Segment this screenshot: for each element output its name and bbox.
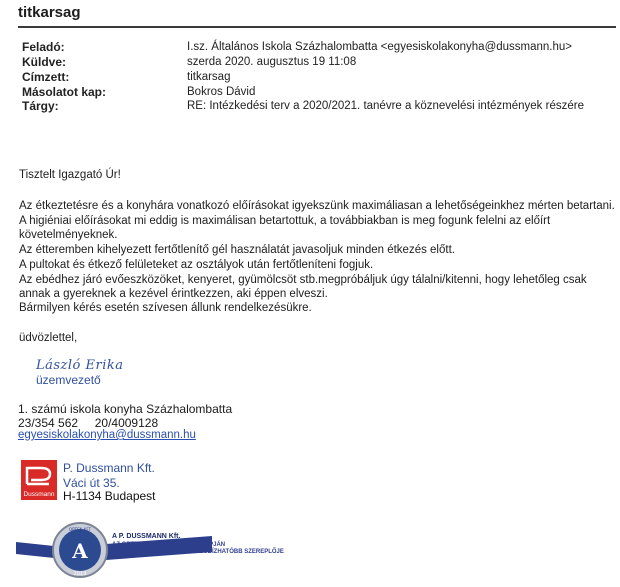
badge-top: OPTEN KFT — [68, 527, 92, 532]
signature-org: 1. számú iskola konyha Százhalombatta — [18, 402, 233, 416]
to-value: titkarsag — [187, 71, 231, 83]
company-street: Váci út 35. — [63, 476, 120, 490]
header-divider — [18, 26, 616, 28]
cert-line-1: A P. DUSSMANN Kft. — [112, 533, 181, 540]
sent-label: Küldve: — [22, 55, 67, 69]
to-label: Címzett: — [22, 70, 70, 84]
company-name: P. Dussmann Kft. — [63, 461, 155, 475]
signature-name: László Erika — [36, 358, 124, 373]
badge-letter: A — [72, 539, 88, 563]
mailbox-title: titkarsag — [18, 4, 81, 21]
subject-value: RE: Intézkedési terv a 2020/2021. tanévre a köznevelési intézmények részére — [187, 100, 584, 112]
signature-role: üzemvezető — [36, 373, 101, 387]
sent-value: szerda 2020. augusztus 19 11:08 — [187, 56, 357, 68]
body-line: Az étteremben kihelyezett fertőtlenítő gél használatát javasoljuk minden étkezés előtt. — [19, 244, 455, 256]
signature-email-link[interactable]: egyesiskolakonyha@dussmann.hu — [18, 429, 196, 441]
from-label: Feladó: — [22, 40, 65, 54]
body-line: annak a gyereknek a kezével érintkezzen, aki éppen elveszi. — [19, 288, 328, 300]
body-line: Az ebédhez járó evőeszközöket, kenyeret, gyümölcsöt stb.megpróbáljuk úgy tálalni/kitenni, hogy lehetőleg csak — [19, 274, 587, 286]
badge-year: 2019 — [73, 571, 87, 577]
cert-line-2: AZ OPTEN KFT. MINŐSÍTÉSE ALAPJÁN — [112, 542, 226, 548]
body-line: A higiéniai előírásokat mi eddig is maximálisan betartottuk, a továbbiakban is meg fogunk felelni az előírt — [19, 215, 551, 227]
cc-value: Bokros Dávid — [187, 86, 256, 98]
body-line: Bármilyen kérés esetén szívesen állunk rendelkezésükre. — [19, 302, 312, 314]
body-line: A pultokat és étkező felületeket az osztályok után fertőtleníteni fogjuk. — [19, 259, 374, 271]
logo-wordmark: Dussmann — [23, 491, 55, 498]
greeting: Tisztelt Igazgató Úr! — [19, 169, 121, 181]
cert-line-3: AZ ÜZLETI ÉLET EGYIK LEGMEGBÍZHATÓBB SZEREPLŐJE — [112, 549, 284, 555]
body-line: követelményeknek. — [19, 229, 118, 241]
from-value: I.sz. Általános Iskola Százhalombatta <egyesiskolakonyha@dussmann.hu> — [187, 41, 573, 53]
subject-label: Tárgy: — [22, 99, 59, 113]
signature-phones: 23/354 562 20/4009128 — [18, 416, 159, 430]
body-line: Az étkeztetésre és a konyhára vonatkozó előírásokat igyekszünk maximáliasan a lehetőségeinkhez mérten betartani. — [19, 200, 615, 212]
company-city: H-1134 Budapest — [63, 489, 156, 503]
closing: üdvözlettel, — [19, 332, 78, 344]
cc-label: Másolatot kap: — [22, 85, 107, 99]
